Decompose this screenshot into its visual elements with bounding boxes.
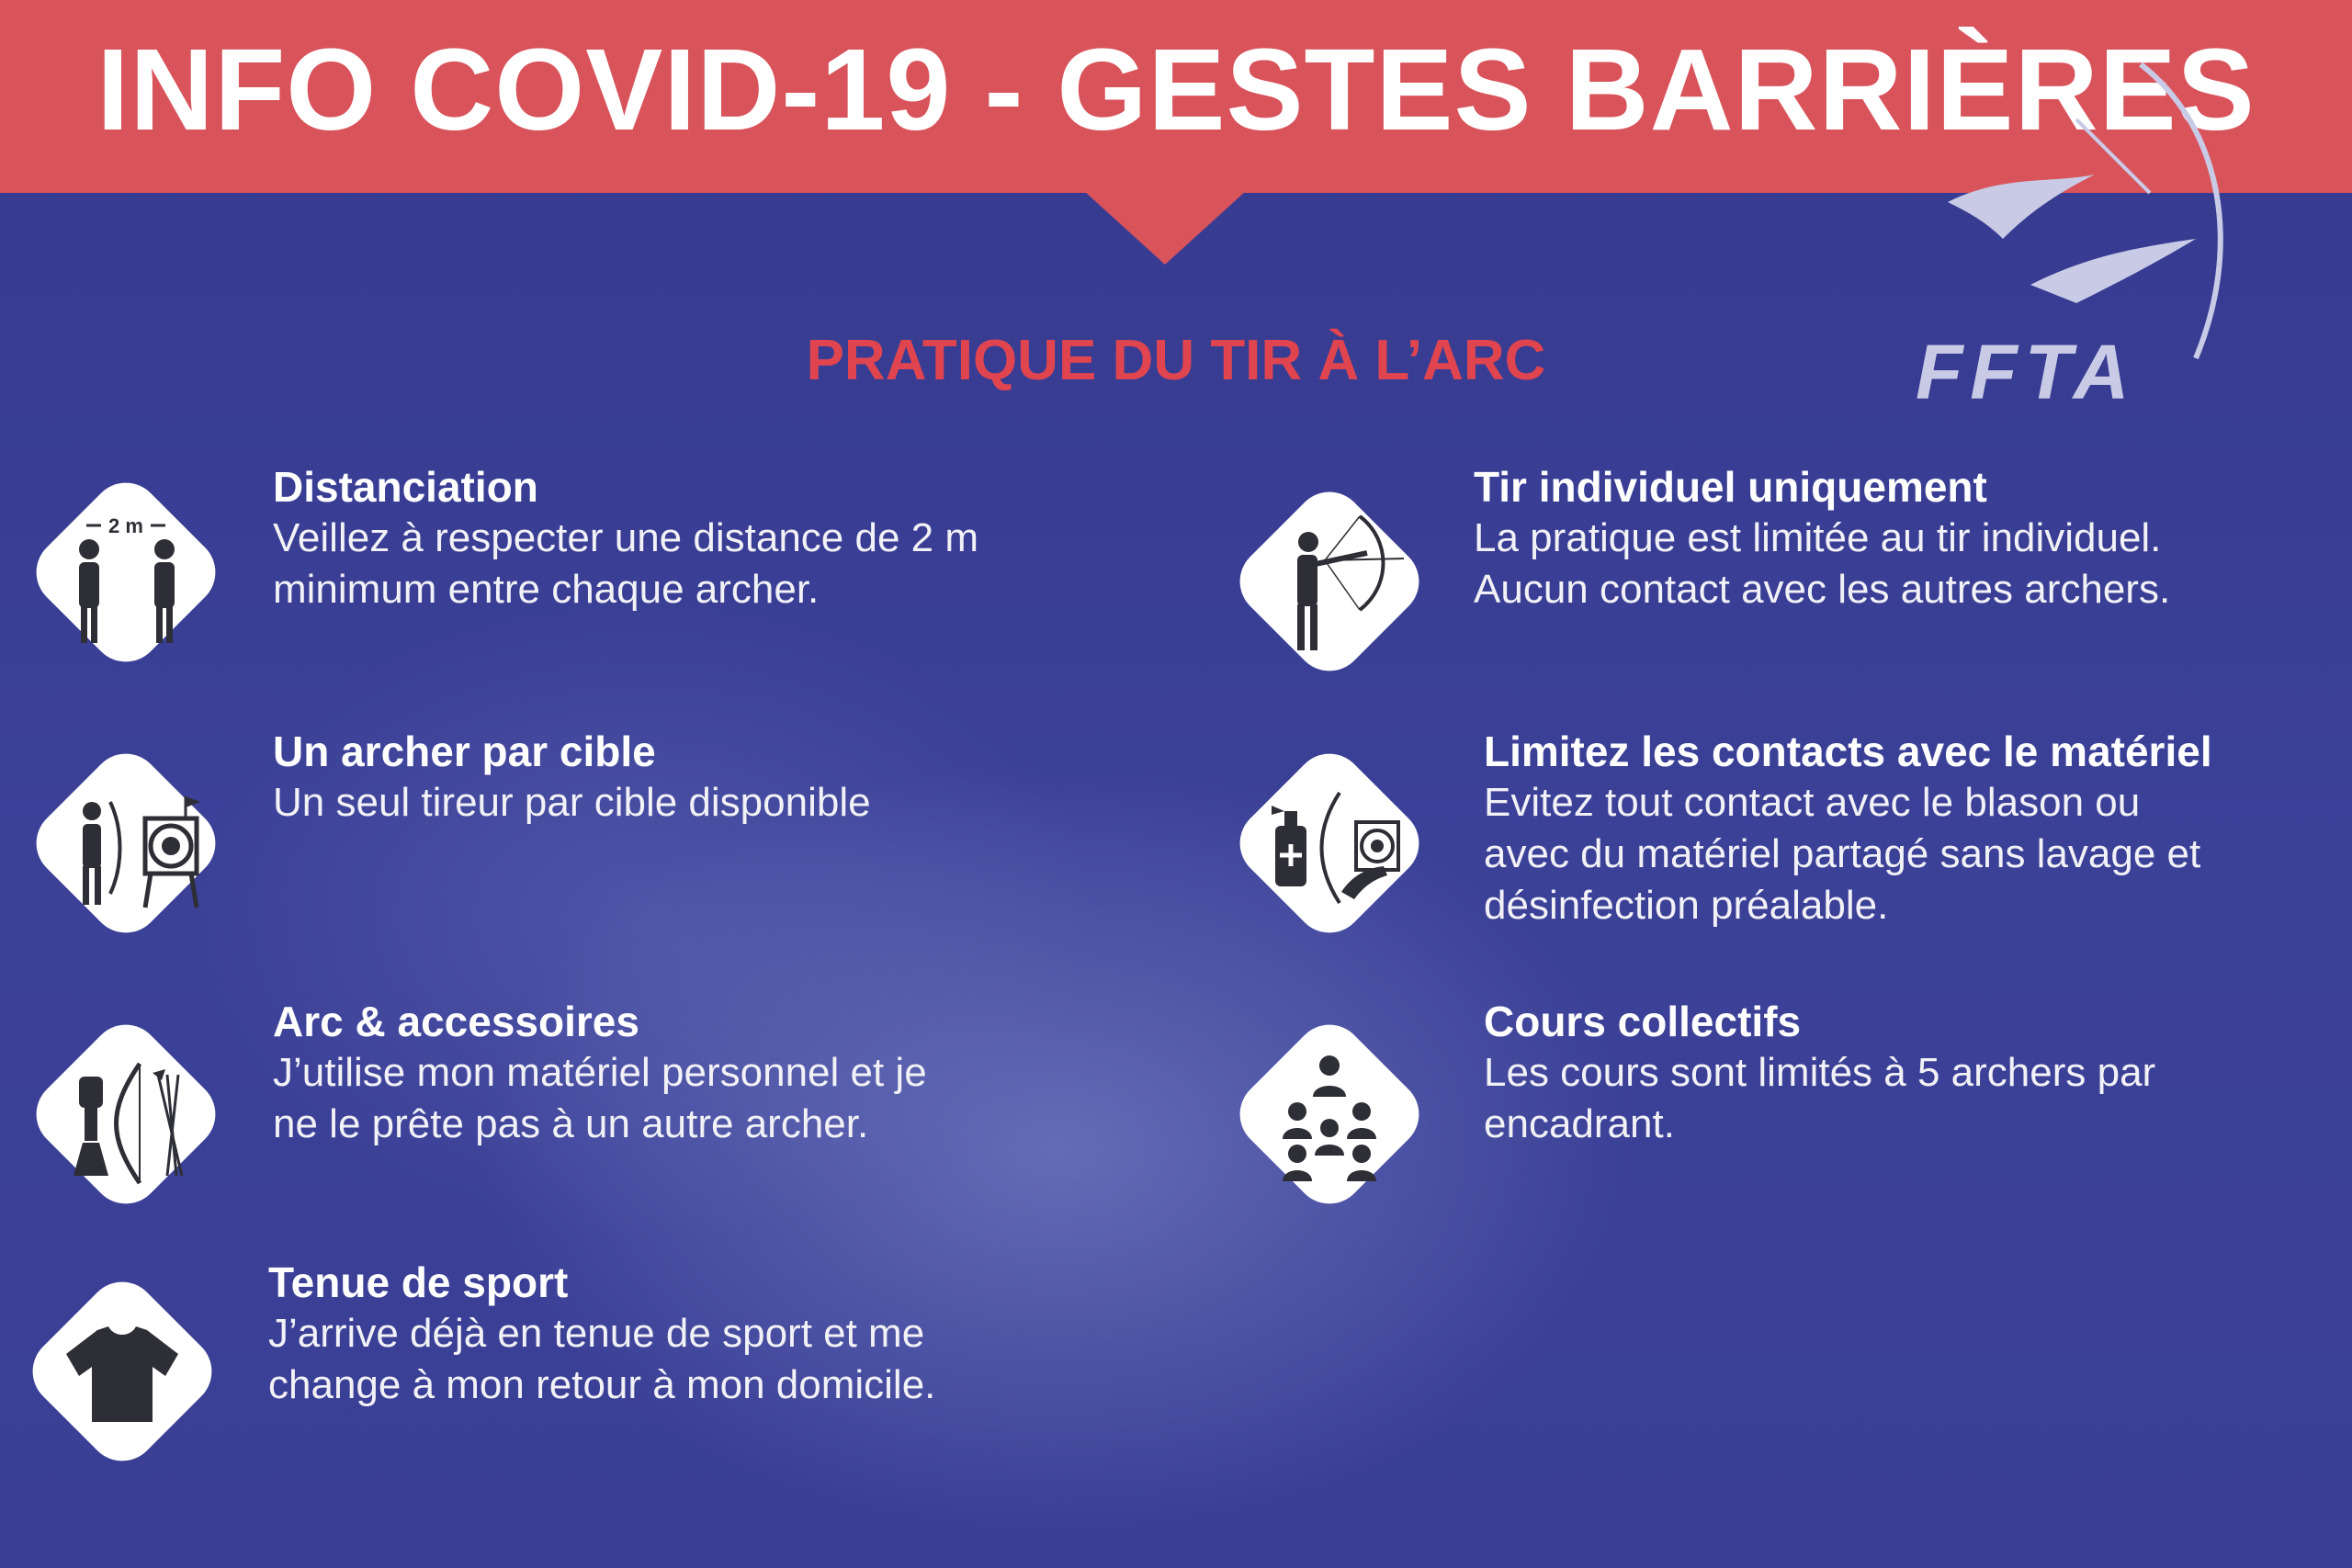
item-text: Evitez tout contact avec le blason ou avec du matériel partagé sans lavage et désinfection préalable. xyxy=(1484,780,2201,928)
item-title: Tenue de sport xyxy=(268,1258,569,1306)
item-title: Cours collectifs xyxy=(1484,998,1802,1045)
archer-target-icon xyxy=(20,738,232,949)
item-title: Tir individuel uniquement xyxy=(1474,463,1987,511)
two-people-distance-icon xyxy=(20,467,232,678)
item-title: Distanciation xyxy=(273,463,538,511)
item-text: Les cours sont limités à 5 archers par encadrant. xyxy=(1484,1050,2156,1146)
item-text: Un seul tireur par cible disponible xyxy=(273,780,871,825)
group-class-icon xyxy=(1224,1009,1435,1220)
item-title: Arc & accessoires xyxy=(273,998,639,1045)
item-text: La pratique est limitée au tir individuel. Aucun contact avec les autres archers. xyxy=(1474,515,2171,612)
item-text: J’utilise mon matériel personnel et je ne le prête pas à un autre archer. xyxy=(273,1050,927,1146)
item-text: J’arrive déjà en tenue de sport et me change à mon retour à mon domicile. xyxy=(268,1311,936,1407)
archer-shooting-icon xyxy=(1224,476,1435,687)
sanitizer-target-icon xyxy=(1224,738,1435,949)
item-title: Un archer par cible xyxy=(273,728,656,775)
page-title: INFO COVID-19 - GESTES BARRIÈRES xyxy=(96,25,2256,154)
item-title: Limitez les contacts avec le matériel xyxy=(1484,728,2212,775)
bow-accessories-icon xyxy=(20,1009,232,1220)
tshirt-icon xyxy=(17,1266,228,1477)
section-subtitle: PRATIQUE DU TIR À L’ARC xyxy=(806,329,1546,392)
svg-text:2 m: 2 m xyxy=(108,514,143,537)
item-text: Veillez à respecter une distance de 2 m minimum entre chaque archer. xyxy=(273,515,979,612)
banner-notch xyxy=(1084,191,1246,265)
logo-text: FFTA xyxy=(1916,329,2137,415)
